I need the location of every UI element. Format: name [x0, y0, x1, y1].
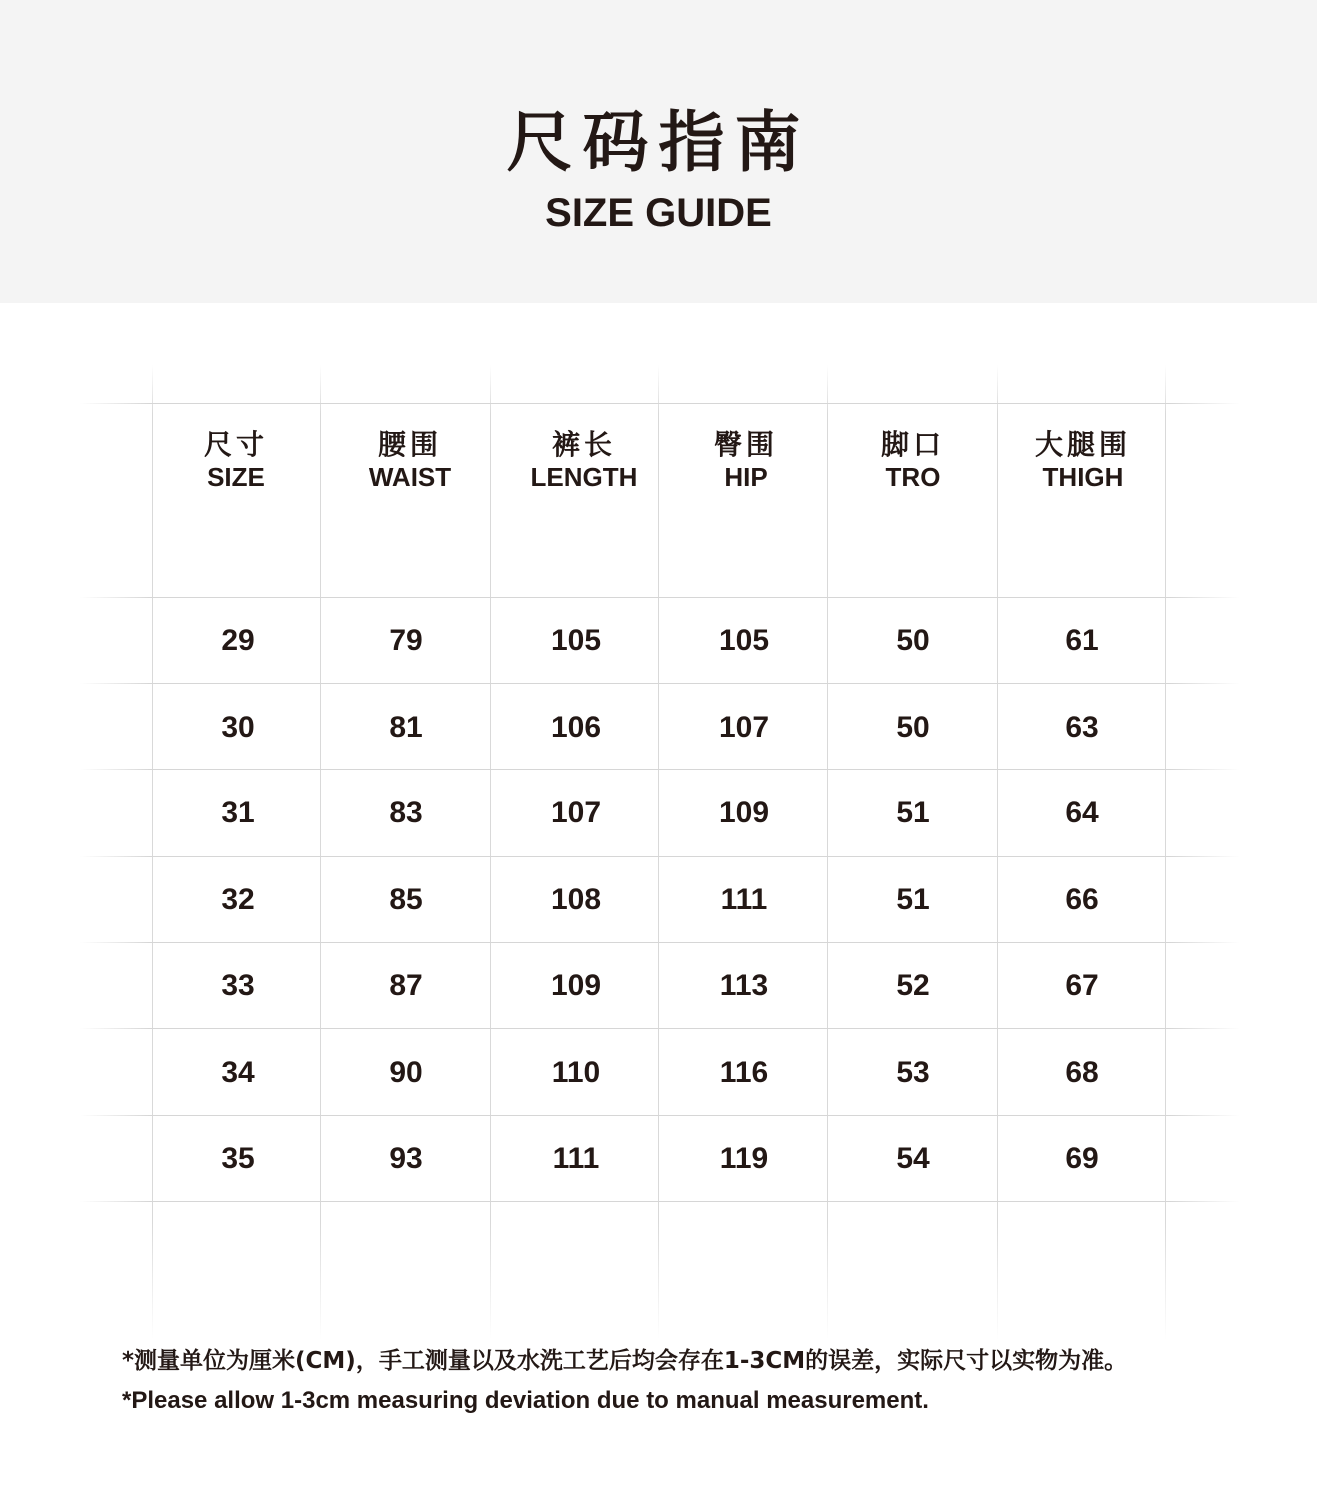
grid-line-horizontal — [80, 769, 1240, 770]
grid-line-horizontal — [80, 683, 1240, 684]
table-cell-hip: 107 — [718, 711, 770, 744]
table-cell-thigh: 66 — [1065, 883, 1099, 916]
page-title-en: SIZE GUIDE — [545, 191, 772, 235]
table-cell-length: 109 — [550, 969, 602, 1002]
table-cell-size: 32 — [221, 883, 255, 916]
column-header-tro: 脚口 TRO — [880, 428, 945, 492]
table-cell-hip: 109 — [718, 796, 770, 829]
table-cell-tro: 51 — [896, 796, 930, 829]
table-cell-waist: 90 — [389, 1056, 423, 1089]
table-cell-length: 108 — [550, 883, 602, 916]
grid-line-vertical — [997, 365, 998, 1340]
column-header-size: 尺寸 SIZE — [203, 428, 268, 492]
grid-line-vertical — [658, 365, 659, 1340]
table-cell-size: 33 — [221, 969, 255, 1002]
table-cell-tro: 50 — [896, 711, 930, 744]
table-cell-hip: 105 — [718, 624, 770, 657]
table-cell-waist: 85 — [389, 883, 423, 916]
measurement-note-en: *Please allow 1-3cm measuring deviation due to manual measurement. — [122, 1387, 929, 1414]
grid-line-vertical — [320, 365, 321, 1340]
table-cell-thigh: 64 — [1065, 796, 1099, 829]
grid-line-vertical — [1165, 365, 1166, 1340]
table-cell-size: 34 — [221, 1056, 255, 1089]
grid-line-vertical — [827, 365, 828, 1340]
page-title-cn: 尺码指南 — [506, 104, 811, 181]
table-cell-waist: 81 — [389, 711, 423, 744]
grid-line-vertical — [490, 365, 491, 1340]
table-cell-size: 35 — [221, 1142, 255, 1175]
table-cell-length: 111 — [552, 1142, 600, 1175]
table-cell-hip: 113 — [719, 969, 769, 1002]
table-cell-thigh: 67 — [1065, 969, 1099, 1002]
table-cell-size: 29 — [221, 624, 255, 657]
table-cell-tro: 52 — [896, 969, 930, 1002]
table-cell-tro: 50 — [896, 624, 930, 657]
table-cell-hip: 111 — [720, 883, 768, 916]
grid-line-horizontal — [80, 1115, 1240, 1116]
measurement-note-cn: *测量单位为厘米(CM)，手工测量以及水洗工艺后均会存在1-3CM的误差，实际尺寸以实物为准。 — [122, 1348, 1128, 1374]
grid-line-horizontal — [80, 942, 1240, 943]
table-cell-hip: 119 — [719, 1142, 769, 1175]
table-cell-waist: 87 — [389, 969, 423, 1002]
table-cell-tro: 51 — [896, 883, 930, 916]
table-cell-waist: 79 — [389, 624, 423, 657]
table-cell-waist: 83 — [389, 796, 423, 829]
page-header — [0, 0, 1317, 303]
table-cell-thigh: 69 — [1065, 1142, 1099, 1175]
grid-line-horizontal — [80, 403, 1240, 404]
grid-line-horizontal — [80, 1201, 1240, 1202]
table-cell-thigh: 63 — [1065, 711, 1099, 744]
table-cell-waist: 93 — [389, 1142, 423, 1175]
table-cell-tro: 54 — [896, 1142, 930, 1175]
table-cell-length: 110 — [551, 1056, 601, 1089]
grid-line-horizontal — [80, 597, 1240, 598]
table-cell-thigh: 61 — [1065, 624, 1099, 657]
table-cell-length: 107 — [550, 796, 602, 829]
table-cell-thigh: 68 — [1065, 1056, 1099, 1089]
table-cell-size: 30 — [221, 711, 255, 744]
column-header-waist: 腰围 WAIST — [368, 428, 452, 492]
column-header-thigh: 大腿围 THIGH — [1034, 428, 1131, 492]
grid-line-vertical — [152, 365, 153, 1340]
table-cell-length: 105 — [550, 624, 602, 657]
column-header-length: 裤长 LENGTH — [530, 428, 638, 492]
table-cell-length: 106 — [550, 711, 602, 744]
table-cell-tro: 53 — [896, 1056, 930, 1089]
column-header-hip: 臀围 HIP — [713, 428, 778, 492]
grid-line-horizontal — [80, 1028, 1240, 1029]
grid-line-horizontal — [80, 856, 1240, 857]
table-cell-hip: 116 — [719, 1056, 769, 1089]
table-cell-size: 31 — [221, 796, 255, 829]
